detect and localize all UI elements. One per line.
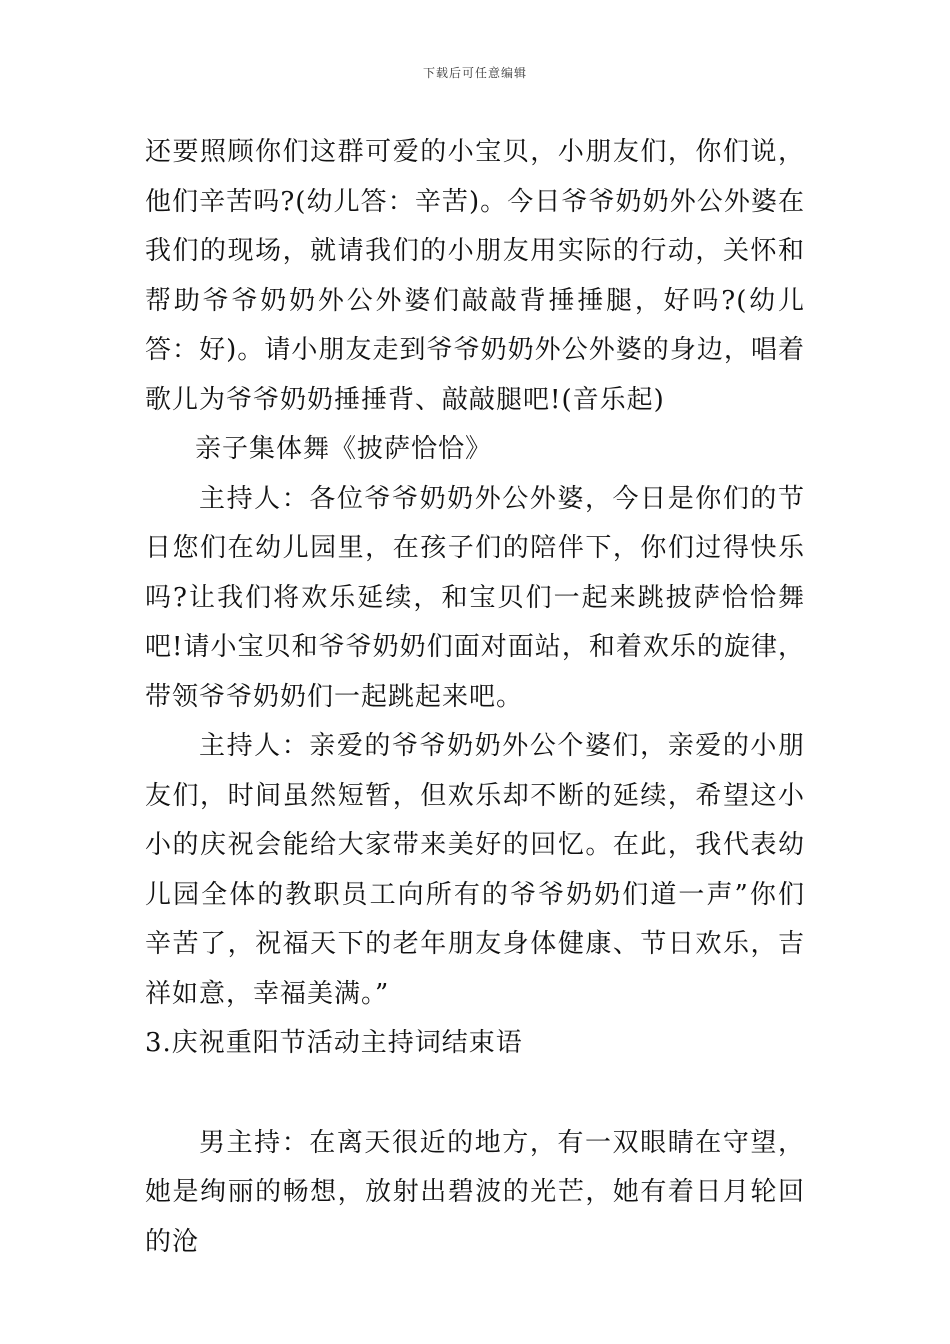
document-body: [145, 128, 805, 1267]
section-heading: 3.庆祝重阳节活动主持词结束语: [145, 1028, 523, 1058]
paragraph-male-host: 男主持：在离天很近的地方，有一双眼睛在守望，她是绚丽的畅想，放射出碧波的光芒，她有着日月轮回的沧: [145, 1127, 805, 1257]
paragraph-continuation: 还要照顾你们这群可爱的小宝贝，小朋友们，你们说，他们辛苦吗?(幼儿答：辛苦)。今日爷爷奶奶外公外婆在我们的现场，就请我们的小朋友用实际的行动，关怀和帮助爷爷奶奶外公外婆们敲敲背捶捶腿，好吗?(幼儿答：好)。请小朋友走到爷爷奶奶外公外婆的身边，唱着歌儿为爷爷奶奶捶捶背、敲敲腿吧!(音乐起): [145, 137, 805, 415]
paragraph-dance-title: 亲子集体舞《披萨恰恰》: [195, 434, 493, 464]
paragraph-host-dance: 主持人：各位爷爷奶奶外公外婆，今日是你们的节日您们在幼儿园里，在孩子们的陪伴下，你们过得快乐吗?让我们将欢乐延续，和宝贝们一起来跳披萨恰恰舞吧!请小宝贝和爷爷奶奶们面对面站，和着欢乐的旋律，带领爷爷奶奶们一起跳起来吧。: [145, 483, 805, 712]
page-header: 下载后可任意编辑: [422, 66, 527, 80]
paragraph-host-closing: 主持人：亲爱的爷爷奶奶外公个婆们，亲爱的小朋友们，时间虽然短暂，但欢乐却不断的延续，希望这小小的庆祝会能给大家带来美好的回忆。在此，我代表幼儿园全体的教职员工向所有的爷爷奶奶们道一声”你们辛苦了，祝福天下的老年朋友身体健康、节日欢乐，吉祥如意，幸福美满。”: [145, 731, 805, 1009]
blank-line: [145, 1069, 805, 1119]
